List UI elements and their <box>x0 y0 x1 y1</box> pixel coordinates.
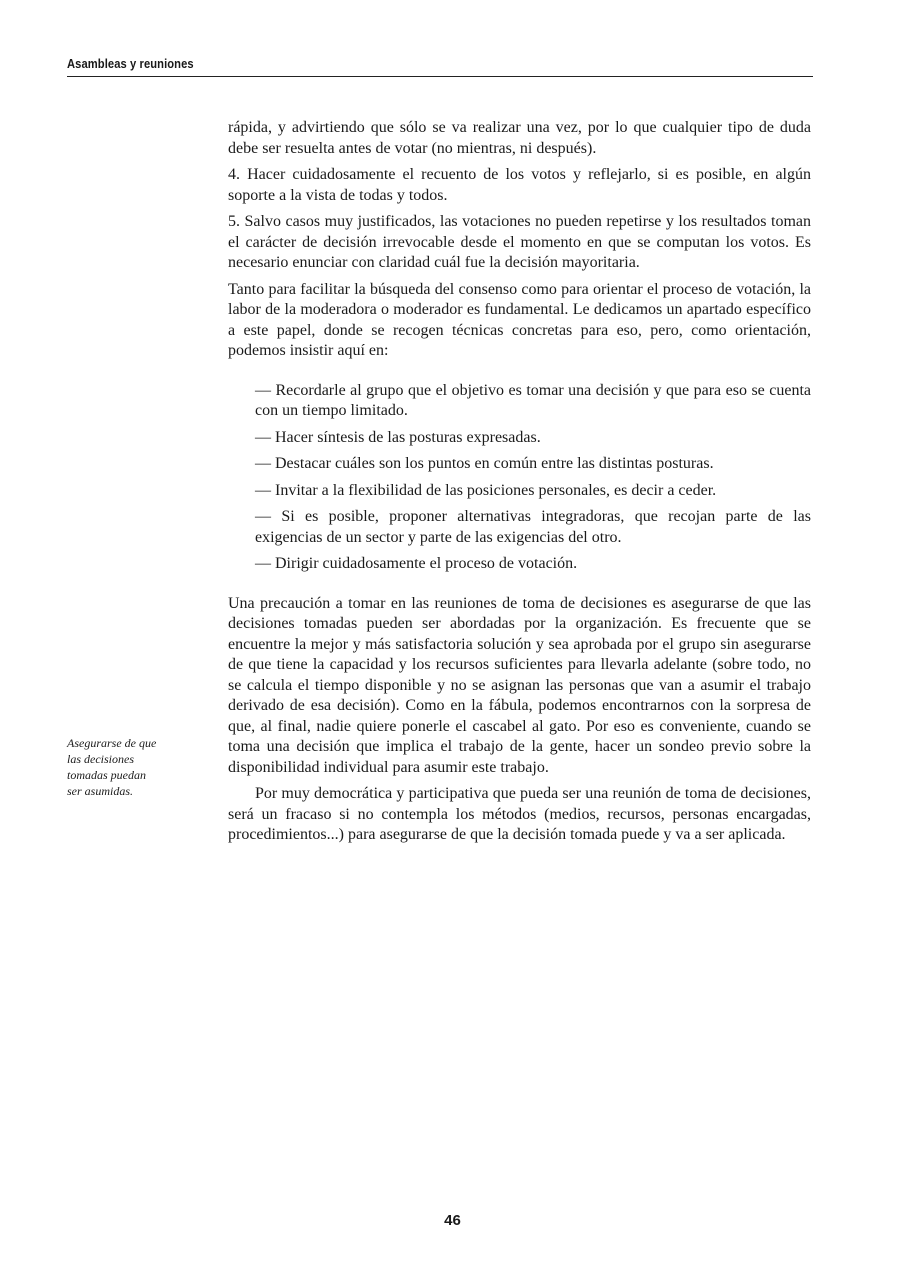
list-item: — Invitar a la flexibilidad de las posiciones personales, es decir a ceder. <box>255 481 717 499</box>
paragraph: Una precaución a tomar en las reuniones de toma de decisiones es asegurarse de que las decisiones tomadas pueden ser abordadas por la organización. Es frecuente que se encuentre la mejor y más satisfactoria solución y sea aprobada por el grupo sin asegurarse de que tiene la capacidad y los recursos suficientes para llevarla adelante (sobre todo, no se calcula el tiempo disponible y no se asignan las personas que van a asumir el trabajo derivado de esa decisión). Como en la fábula, podemos encontrarnos con la sorpresa de que, al final, nadie quiere ponerle el cascabel al gato. Por eso es conveniente, cuando se toma una decisión que implica el trabajo de la gente, hacer un sondeo previo sobre la disponibilidad individual para asumir este trabajo. <box>228 594 811 776</box>
numbered-paragraph-4: 4. Hacer cuidadosamente el recuento de los votos y reflejarlo, si es posible, en algún soporte a la vista de todas y todos. <box>228 166 811 204</box>
list-item: — Recordarle al grupo que el objetivo es tomar una decisión y que para eso se cuenta con un tiempo limitado. <box>255 381 811 419</box>
list-item: — Si es posible, proponer alternativas integradoras, que recojan parte de las exigencias de un sector y parte de las exigencias del otro. <box>255 508 811 546</box>
main-text-column <box>228 118 811 852</box>
list-item: — Dirigir cuidadosamente el proceso de votación. <box>255 555 578 572</box>
header-rule <box>67 76 813 77</box>
running-header-title: Asambleas y reuniones <box>67 56 194 71</box>
paragraph: Por muy democrática y participativa que pueda ser una reunión de toma de decisiones, será un fracaso si no contempla los métodos (medios, recursos, personas encargadas, procedimientos...) para asegurarse de que la decisión tomada puede y va a ser aplicada. <box>228 785 811 843</box>
moderator-guidelines-list <box>228 381 811 575</box>
paragraph: Tanto para facilitar la búsqueda del consenso como para orientar el proceso de votación, la labor de la moderadora o moderador es fundamental. Le dedicamos un apartado específico a este papel, donde se recogen técnicas concretas para eso, pero, como orientación, podemos insistir aquí en: <box>228 280 811 359</box>
paragraph: rápida, y advirtiendo que sólo se va realizar una vez, por lo que cualquier tipo de duda debe ser resuelta antes de votar (no mientras, ni después). <box>228 119 811 157</box>
list-item: — Destacar cuáles son los puntos en común entre las distintas posturas. <box>255 455 714 472</box>
list-item: — Hacer síntesis de las posturas expresadas. <box>255 428 541 446</box>
page-number: 46 <box>444 1212 461 1229</box>
margin-note: Asegurarse de que las decisiones tomadas puedan ser asumidas. <box>67 736 157 798</box>
numbered-paragraph-5: 5. Salvo casos muy justificados, las votaciones no pueden repetirse y los resultados toman el carácter de decisión irrevocable desde el momento en que se computan los votos. Es necesario enunciar con claridad cuál fue la decisión mayoritaria. <box>228 213 811 271</box>
